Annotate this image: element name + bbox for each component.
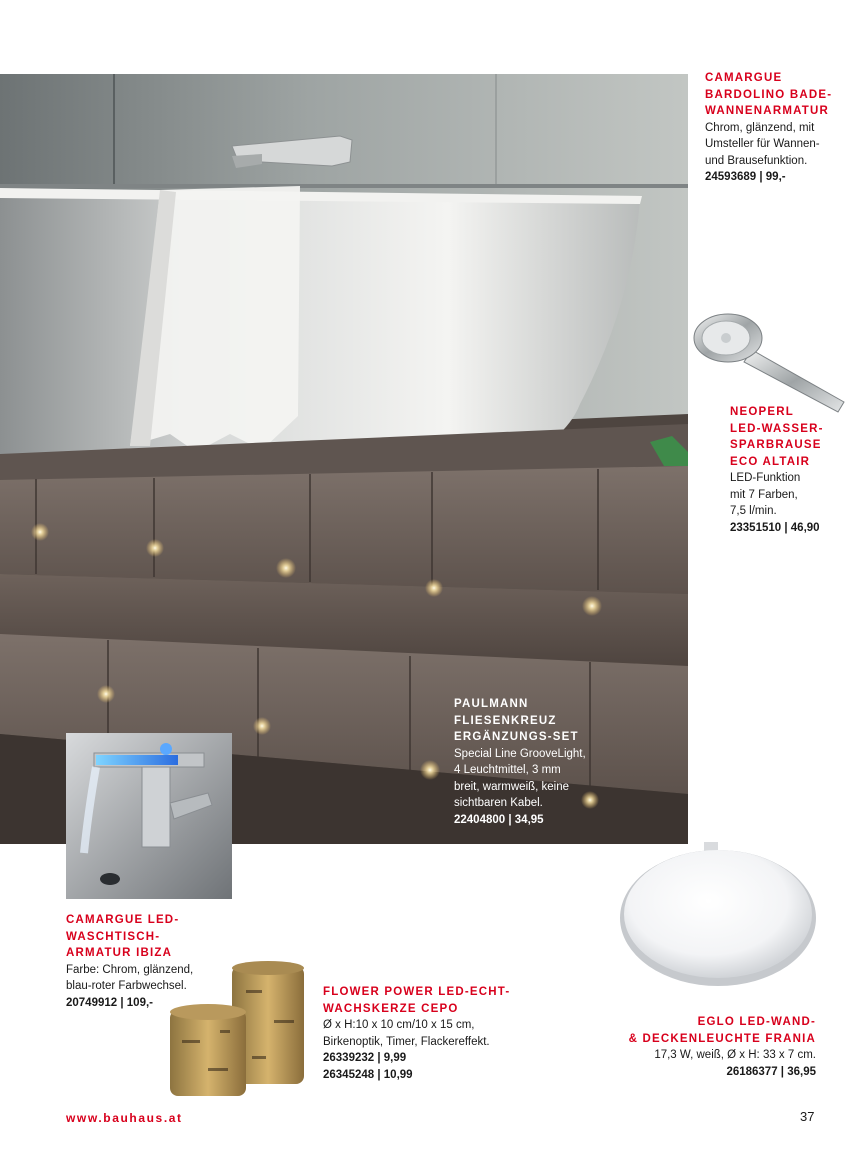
product-title: EGLO LED-WAND- & DECKENLEUCHTE FRANIA: [628, 1016, 816, 1045]
product-description: Farbe: Chrom, glänzend, blau-roter Farbwechsel.: [66, 963, 194, 992]
product-armatur: [705, 70, 855, 186]
product-description: Ø x H:10 x 10 cm/10 x 15 cm, Birkenoptik, Timer, Flackereffekt.: [323, 1019, 490, 1048]
product-title: FLOWER POWER LED-ECHT- WACHSKERZE CEPO: [323, 986, 511, 1015]
product-brause: [730, 404, 860, 536]
product-title: CAMARGUE LED- WASCHTISCH- ARMATUR IBIZA: [66, 914, 180, 959]
product-title: CAMARGUE BARDOLINO BADE- WANNENARMATUR: [705, 72, 833, 117]
product-price: 26186377 | 36,95: [726, 1065, 816, 1078]
product-waschtisch: [66, 912, 236, 1011]
shower-head-image: [692, 310, 858, 418]
product-description: Chrom, glänzend, mit Umsteller für Wannen- und Brausefunktion.: [705, 121, 820, 167]
product-price: 22404800 | 34,95: [454, 813, 544, 826]
product-title: PAULMANN FLIESENKREUZ ERGÄNZUNGS-SET: [454, 698, 579, 743]
product-price: 26339232 | 9,99 26345248 | 10,99: [323, 1052, 413, 1081]
footer-url[interactable]: www.bauhaus.at: [66, 1111, 183, 1125]
washbasin-faucet-image: [66, 733, 232, 899]
product-price: 23351510 | 46,90: [730, 521, 820, 534]
product-leuchte: [600, 1014, 816, 1080]
product-price: 20749912 | 109,-: [66, 996, 153, 1009]
product-kerze: [323, 984, 523, 1083]
page-number: 37: [800, 1109, 815, 1124]
product-price: 24593689 | 99,-: [705, 171, 786, 183]
product-fliesenkreuz: [454, 696, 634, 828]
product-description: 17,3 W, weiß, Ø x H: 33 x 7 cm.: [654, 1049, 816, 1061]
product-description: LED-Funktion mit 7 Farben, 7,5 l/min.: [730, 472, 801, 517]
ceiling-light-image: [618, 840, 818, 992]
product-description: Special Line GrooveLight, 4 Leuchtmittel, 3 mm breit, warmweiß, keine sichtbaren Kabel.: [454, 747, 586, 809]
product-title: NEOPERL LED-WASSER- SPARBRAUSE ECO ALTAIR: [730, 406, 824, 468]
